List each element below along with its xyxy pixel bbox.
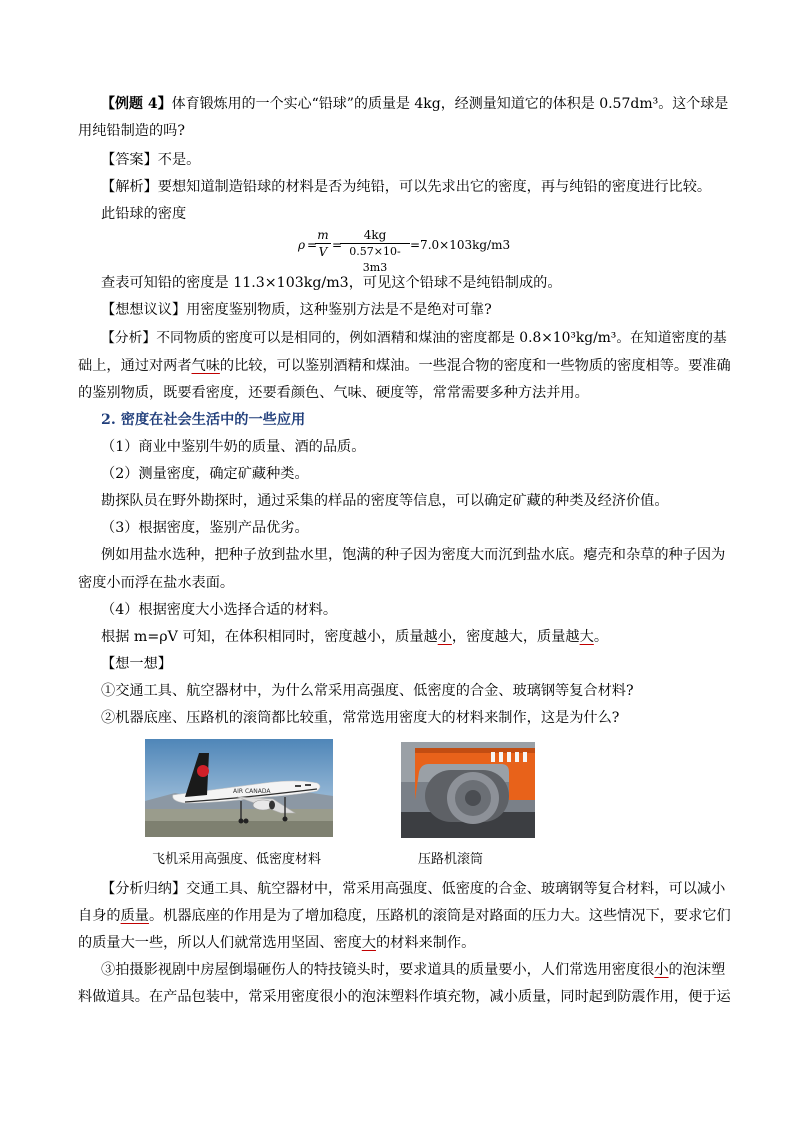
think-q1-text: ①交通工具、航空器材中，为什么常采用高强度、低密度的合金、玻璃钢等复合材料? — [101, 683, 634, 699]
formula-fraction-mv — [315, 227, 331, 260]
item-4 — [101, 600, 337, 620]
item-3 — [101, 518, 309, 538]
formula-rho: ρ — [298, 238, 306, 252]
summary-text-1: 交通工具、航空器材中，常采用高强度、低密度的合金、玻璃钢等复合材料，可以减小 — [186, 881, 726, 897]
item-1 — [101, 437, 365, 457]
summary-tag: 【分析归纳】 — [101, 881, 187, 897]
item3-line-2 — [78, 987, 731, 1007]
item-1-text: （1）商业中鉴别牛奶的质量、酒的品质。 — [101, 439, 366, 455]
item3-text-1a: ③拍摄影视剧中房屋倒塌砸伤人的特技镜头时，要求道具的质量要小，人们常选用密度很 — [101, 962, 655, 978]
analysis2-text-3: 的鉴别物质，既要看密度，还要看颜色、气味、硬度等，常常需要多种方法并用。 — [78, 385, 589, 401]
answer-text: 不是。 — [157, 152, 201, 168]
analysis2-text-2a: 础上，通过对两者 — [78, 358, 192, 374]
item3-text-2: 料做道具。在产品包装中，常采用密度很小的泡沫塑料作填充物，减小质量，同时起到防震作用，便于运 — [78, 989, 731, 1005]
analysis-line — [101, 177, 711, 197]
item-3-detail-text-2: 密度小而浮在盐水表面。 — [78, 575, 235, 591]
item-2-detail — [101, 491, 669, 511]
example-line-2 — [78, 121, 185, 141]
density-line — [101, 204, 186, 224]
item-4-text: （4）根据密度大小选择合适的材料。 — [101, 602, 338, 618]
item-4-text-c: 。 — [593, 629, 609, 645]
formula-eq: = — [307, 238, 318, 252]
analysis-tag: 【解析】 — [101, 179, 158, 195]
analysis2-line-2 — [78, 356, 731, 376]
analysis2-text-1: 不同物质的密度可以是相同的，例如酒精和煤油的密度都是 0.8×10³kg/m³。在知道密度的基 — [156, 330, 727, 346]
discuss-tag: 【想想议议】 — [101, 302, 187, 318]
airplane-photo — [145, 739, 333, 837]
think-q1 — [101, 681, 634, 701]
answer-line — [101, 150, 200, 170]
analysis2-text-2b: 的比较，可以鉴别酒精和煤油。一些混合物的密度和一些物质的密度相等。要准确 — [219, 358, 731, 374]
summary-line-3 — [78, 933, 475, 953]
density-label: 此铅球的密度 — [101, 206, 187, 222]
item-3-text: （3）根据密度，鉴别产品优劣。 — [101, 520, 309, 536]
analysis2-line-1 — [101, 328, 727, 348]
item-4-text-a: 根据 m=ρV 可知，在体积相同时，密度越小，质量越 — [101, 629, 438, 645]
item-3-detail-1 — [101, 545, 725, 565]
lookup-line — [101, 273, 562, 293]
item3-text-1b: 的泡沫塑 — [668, 962, 726, 978]
discuss-text: 用密度鉴别物质，这种鉴别方法是不是绝对可靠? — [186, 302, 492, 318]
road-roller-photo — [401, 742, 535, 838]
item3-underline: 小 — [654, 962, 669, 978]
item-2-text: （2）测量密度，确定矿藏种类。 — [101, 466, 309, 482]
airplane-caption: 飞机采用高强度、低密度材料 — [152, 852, 322, 867]
formula-denominator: 0.57×10-3m3 — [349, 245, 401, 274]
item-2-detail-text: 勘探队员在野外勘探时，通过采集的样品的密度等信息，可以确定矿藏的种类及经济价值。 — [101, 493, 669, 509]
summary-underline-1: 质量 — [120, 908, 149, 924]
summary-underline-2: 大 — [361, 935, 376, 951]
item3-line-1 — [101, 960, 725, 980]
summary-line-2 — [78, 906, 731, 926]
summary-line-1 — [101, 879, 725, 899]
formula-fraction-values — [340, 227, 410, 276]
item-3-detail-text-1: 例如用盐水选种，把种子放到盐水里，饱满的种子因为密度大而沉到盐水底。瘪壳和杂草的种子因为 — [101, 547, 726, 563]
example-tag: 【例题 4】 — [101, 96, 172, 112]
formula-m: m — [317, 228, 329, 242]
answer-tag: 【答案】 — [101, 152, 158, 168]
analysis-text: 要想知道制造铅球的材料是否为纯铅，可以先求出它的密度，再与纯铅的密度进行比较。 — [157, 179, 712, 195]
item-4-underline-2: 大 — [579, 629, 594, 645]
road-roller-illustration — [401, 742, 535, 838]
density-formula — [298, 227, 558, 274]
item-3-detail-2 — [78, 573, 234, 593]
analysis2-underline: 气味 — [191, 358, 220, 374]
item-4-text-b: ，密度越大，质量越 — [451, 629, 580, 645]
lookup-text: 查表可知铅的密度是 11.3×103kg/m3，可见这个铅球不是纯铅制成的。 — [101, 275, 562, 291]
airplane-illustration — [145, 739, 333, 837]
think-tag: 【想一想】 — [101, 656, 172, 672]
example-text-1: 体育锻炼用的一个实心“铅球”的质量是 4kg，经测量知道它的体积是 0.57dm³。这个球是 — [171, 96, 729, 112]
summary-text-2b: 。机器底座的作用是为了增加稳度，压路机的滚筒是对路面的压力大。这些情况下，要求它们 — [148, 908, 731, 924]
example-line-1 — [101, 94, 728, 114]
summary-text-3b: 的材料来制作。 — [375, 935, 476, 951]
section-2-heading — [101, 410, 305, 430]
summary-text-2a: 自身的 — [78, 908, 121, 924]
think-heading — [101, 654, 172, 674]
formula-eq-2: = — [332, 238, 343, 252]
road-roller-caption: 压路机滚筒 — [418, 852, 484, 867]
item-4-underline-1: 小 — [437, 629, 452, 645]
example-text-2: 用纯铅制造的吗? — [78, 123, 185, 139]
analysis2-tag: 【分析】 — [101, 330, 157, 346]
airplane-livery-text: AIR CANADA — [233, 788, 271, 795]
item-2 — [101, 464, 309, 484]
analysis2-line-3 — [78, 383, 589, 403]
summary-text-3a: 的质量大一些，所以人们就常选用坚固、密度 — [78, 935, 362, 951]
formula-numerator: 4kg — [363, 228, 387, 242]
think-q2-text: ②机器底座、压路机的滚筒都比较重，常常选用密度大的材料来制作，这是为什么? — [101, 710, 620, 726]
formula-result: =7.0×103kg/m3 — [410, 238, 511, 252]
item-4-detail — [101, 627, 608, 647]
think-q2 — [101, 708, 619, 728]
discuss-line — [101, 300, 492, 320]
formula-v: V — [318, 245, 328, 259]
section-2-title: 2. 密度在社会生活中的一些应用 — [101, 412, 306, 428]
